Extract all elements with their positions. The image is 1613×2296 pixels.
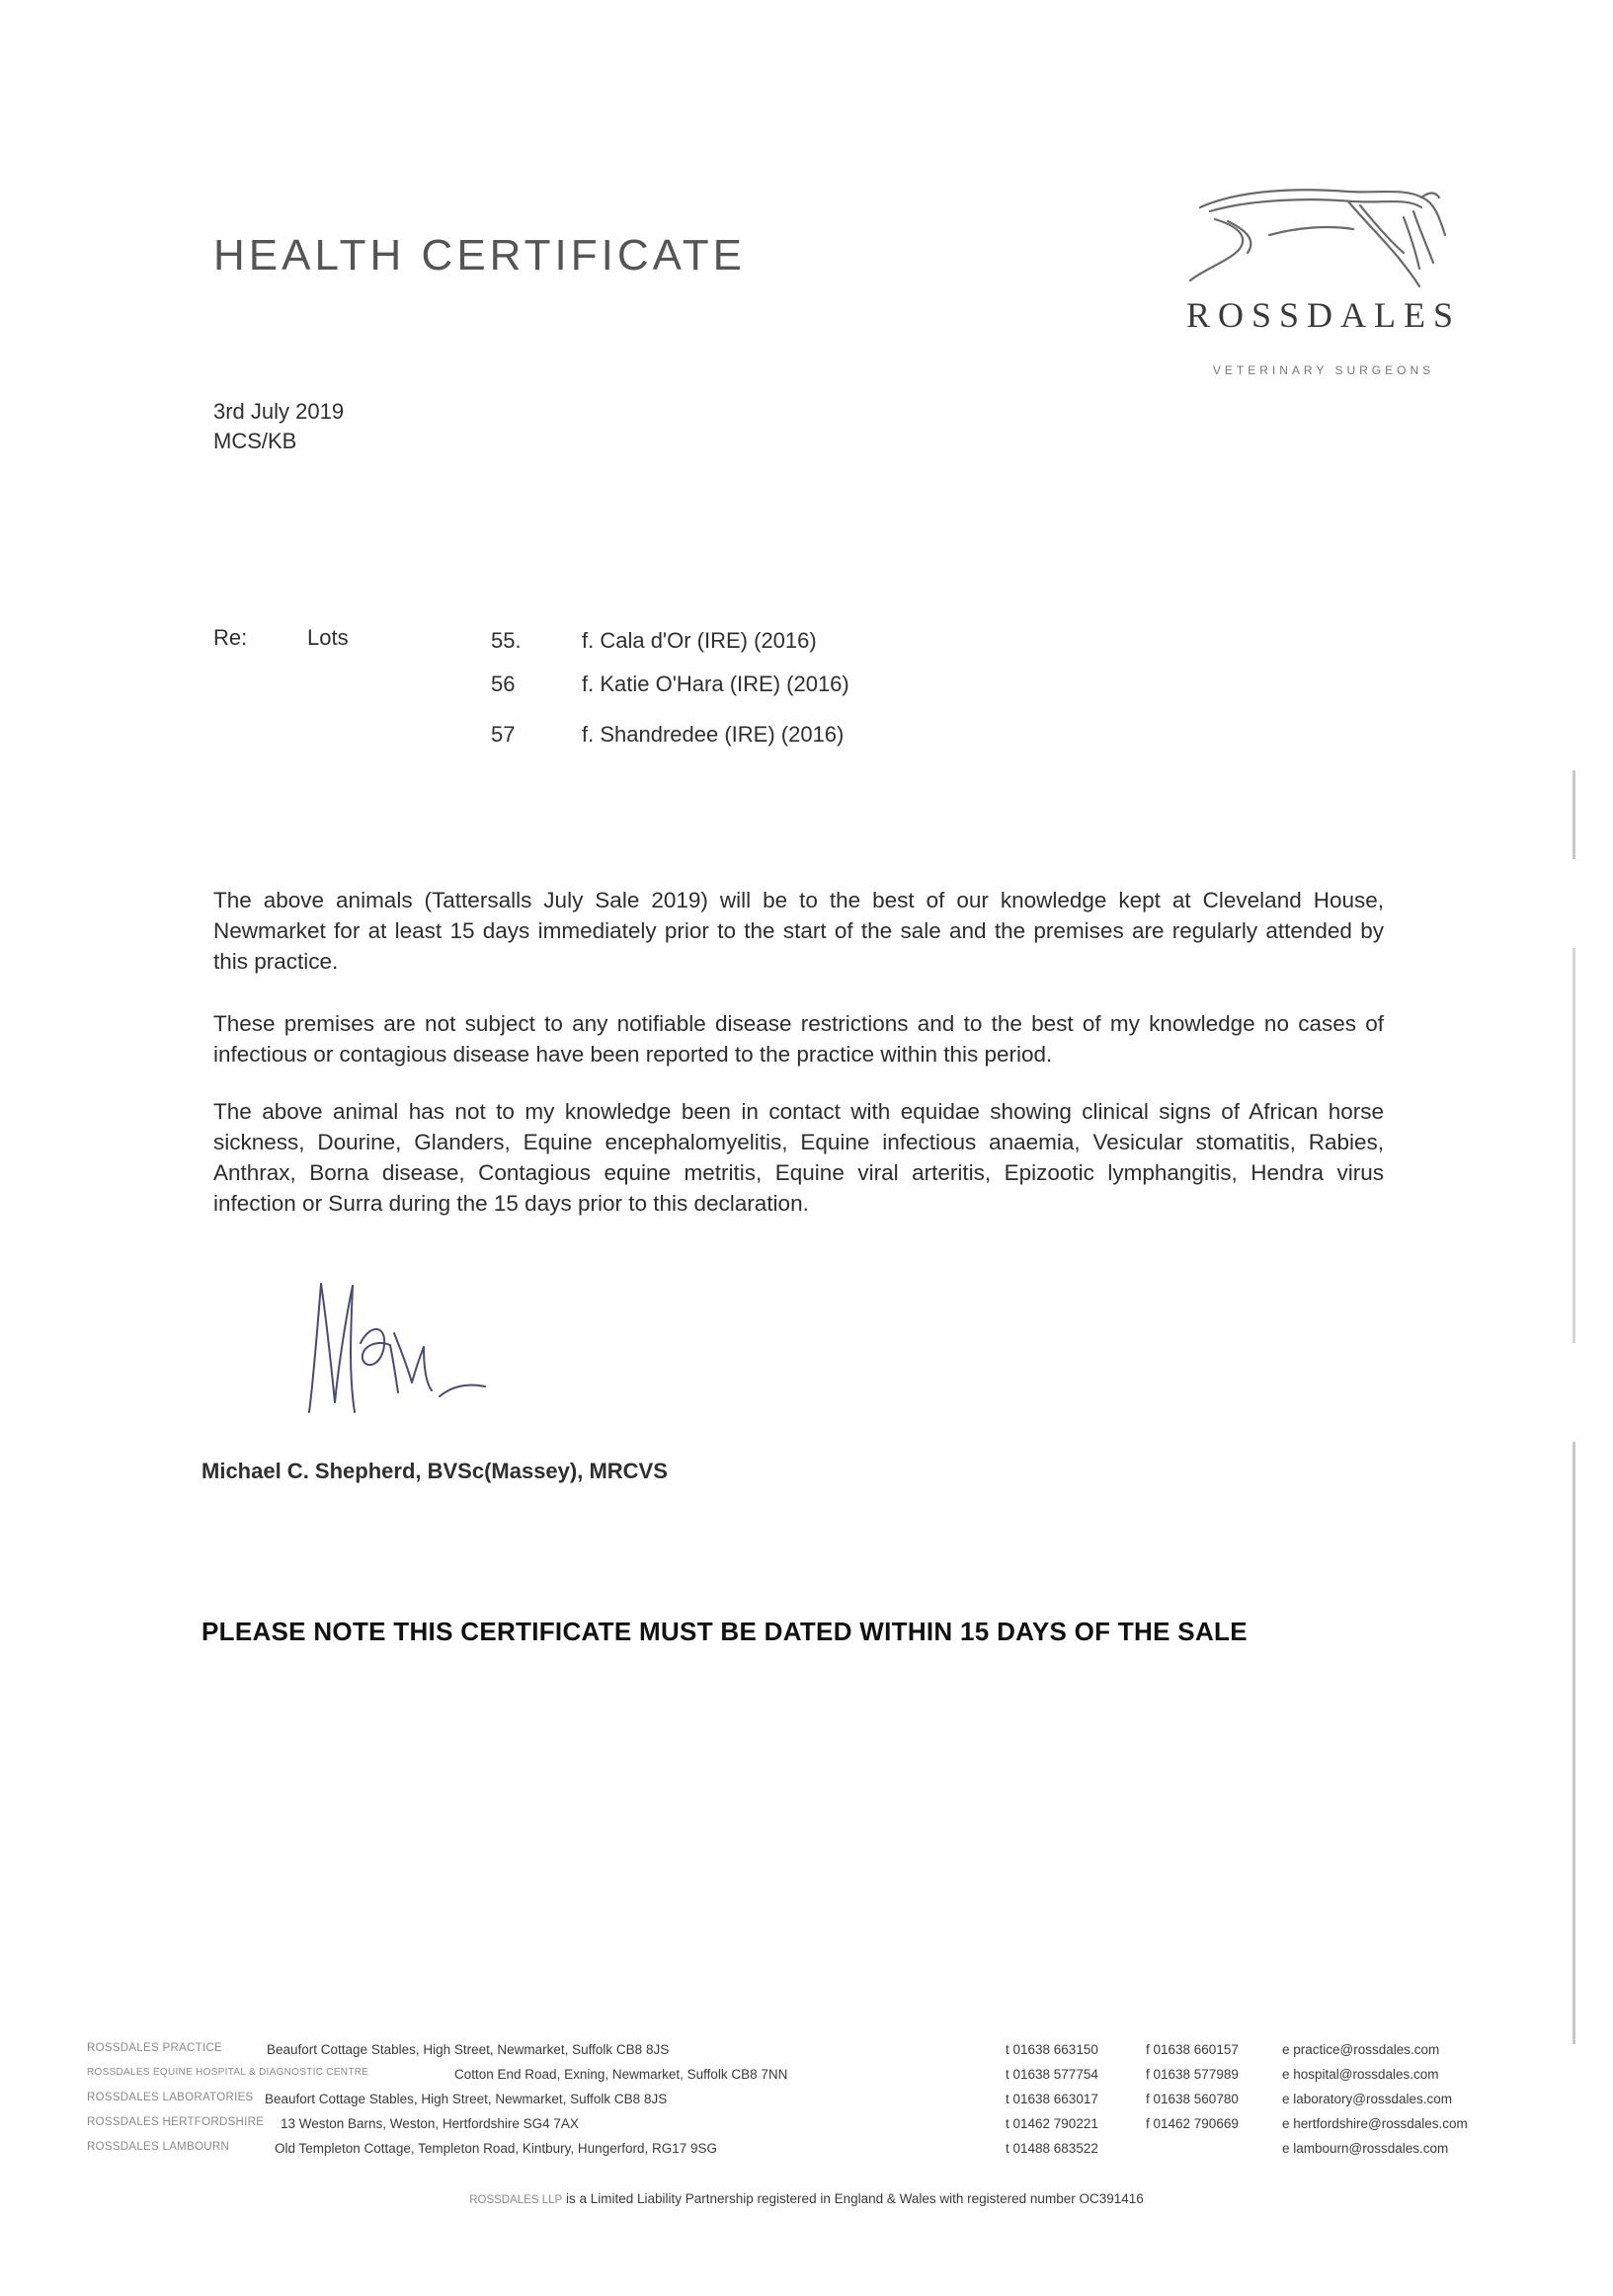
footer-fax: f 01638 560780 [1146,2092,1239,2106]
signatory-name: Michael C. Shepherd, BVSc(Massey), MRCVS [202,1459,668,1483]
lot-number: 56 [491,672,516,696]
footer-fax: f 01462 790669 [1146,2116,1239,2131]
footer-practice-name: ROSSDALES HERTFORDSHIRE [87,2116,265,2128]
footer-email: e practice@rossdales.com [1282,2042,1440,2057]
footer-email: e hertfordshire@rossdales.com [1282,2116,1468,2131]
re-label: Re: [213,625,248,650]
footer-email: e laboratory@rossdales.com [1282,2092,1453,2106]
legal-entity-name: ROSSDALES LLP [469,2194,563,2206]
legal-registration-text: is a Limited Liability Partnership registered in England & Wales with registered number OC391416 [565,2191,1144,2206]
footer-practice-name: ROSSDALES LAMBOURN [87,2141,230,2153]
footer-telephone: t 01638 663150 [1006,2042,1098,2057]
footer-fax: f 01638 577989 [1146,2067,1239,2082]
footer-address: Old Templeton Cottage, Templeton Road, Kintbury, Hungerford, RG17 9SG [275,2141,717,2156]
rossdales-horse-logo-icon [1180,178,1467,296]
lot-number: 55. [491,628,522,653]
footer-telephone: t 01462 790221 [1006,2116,1098,2131]
footer-telephone: t 01638 577754 [1006,2067,1098,2082]
footer-address: 13 Weston Barns, Weston, Hertfordshire SG4 7AX [281,2116,579,2131]
footer-telephone: t 01638 663017 [1006,2092,1098,2106]
document-title: HEALTH CERTIFICATE [213,231,746,279]
logo-tagline: VETERINARY SURGEONS [1212,363,1435,377]
reference-code: MCS/KB [213,429,297,453]
footer-practice-row [87,2042,1529,2064]
lots-label: Lots [307,625,349,650]
paragraph-contact-declaration: The above animal has not to my knowledge been in contact with equidae showing clinical signs of African horse sickness, Dourine, Glanders, Equine encephalomyelitis, Equine infectious anaemia, Vesicular stomatitis, Rabies, Anthrax, Borna disease, Contagious equine metritis, Equine viral arteritis, Epizootic lymphangitis, Hendra virus infection or Surra during the 15 days prior to this declaration. [213,1099,1384,1216]
certificate-date: 3rd July 2019 [213,399,345,424]
lot-horse: f. Shandredee (IRE) (2016) [582,722,845,747]
footer-address: Beaufort Cottage Stables, High Street, Newmarket, Suffolk CB8 8JS [267,2042,670,2057]
lot-horse: f. Cala d'Or (IRE) (2016) [582,628,817,653]
scan-artifact [1573,770,1575,859]
footer-practice-name: ROSSDALES PRACTICE [87,2042,223,2054]
dating-notice: PLEASE NOTE THIS CERTIFICATE MUST BE DATED WITHIN 15 DAYS OF THE SALE [202,1617,1248,1646]
legal-statement [0,2191,1613,2206]
lot-horse: f. Katie O'Hara (IRE) (2016) [582,672,849,696]
footer-address: Cotton End Road, Exning, Newmarket, Suffolk CB8 7NN [454,2067,788,2082]
handwritten-signature [291,1274,489,1442]
footer-hospital-row [87,2067,1529,2089]
footer-fax: f 01638 660157 [1146,2042,1239,2057]
footer-lambourn-row [87,2141,1529,2163]
footer-address: Beaufort Cottage Stables, High Street, Newmarket, Suffolk CB8 8JS [265,2092,668,2106]
paragraph-premises: The above animals (Tattersalls July Sale 2019) will be to the best of our knowledge kept at Cleveland House, Newmarket for at least 15 days immediately prior to the start of the sale and the premises are regularly attended by this practice. [213,888,1384,974]
lot-number: 57 [491,722,516,747]
footer-laboratories-row [87,2092,1529,2113]
footer-email: e lambourn@rossdales.com [1282,2141,1449,2156]
footer-practice-name: ROSSDALES LABORATORIES [87,2092,254,2103]
logo-wordmark: ROSSDALES [1185,295,1462,335]
scan-artifact [1573,948,1575,1343]
paragraph-restrictions: These premises are not subject to any notifiable disease restrictions and to the best of my knowledge no cases of infectious or contagious disease have been reported to the practice within this period. [213,1011,1384,1067]
footer-practice-name: ROSSDALES EQUINE HOSPITAL & DIAGNOSTIC CENTRE [87,2067,369,2078]
footer-hertfordshire-row [87,2116,1529,2138]
footer-telephone: t 01488 683522 [1006,2141,1098,2156]
scan-artifact [1573,1442,1575,2044]
footer-email: e hospital@rossdales.com [1282,2067,1439,2082]
